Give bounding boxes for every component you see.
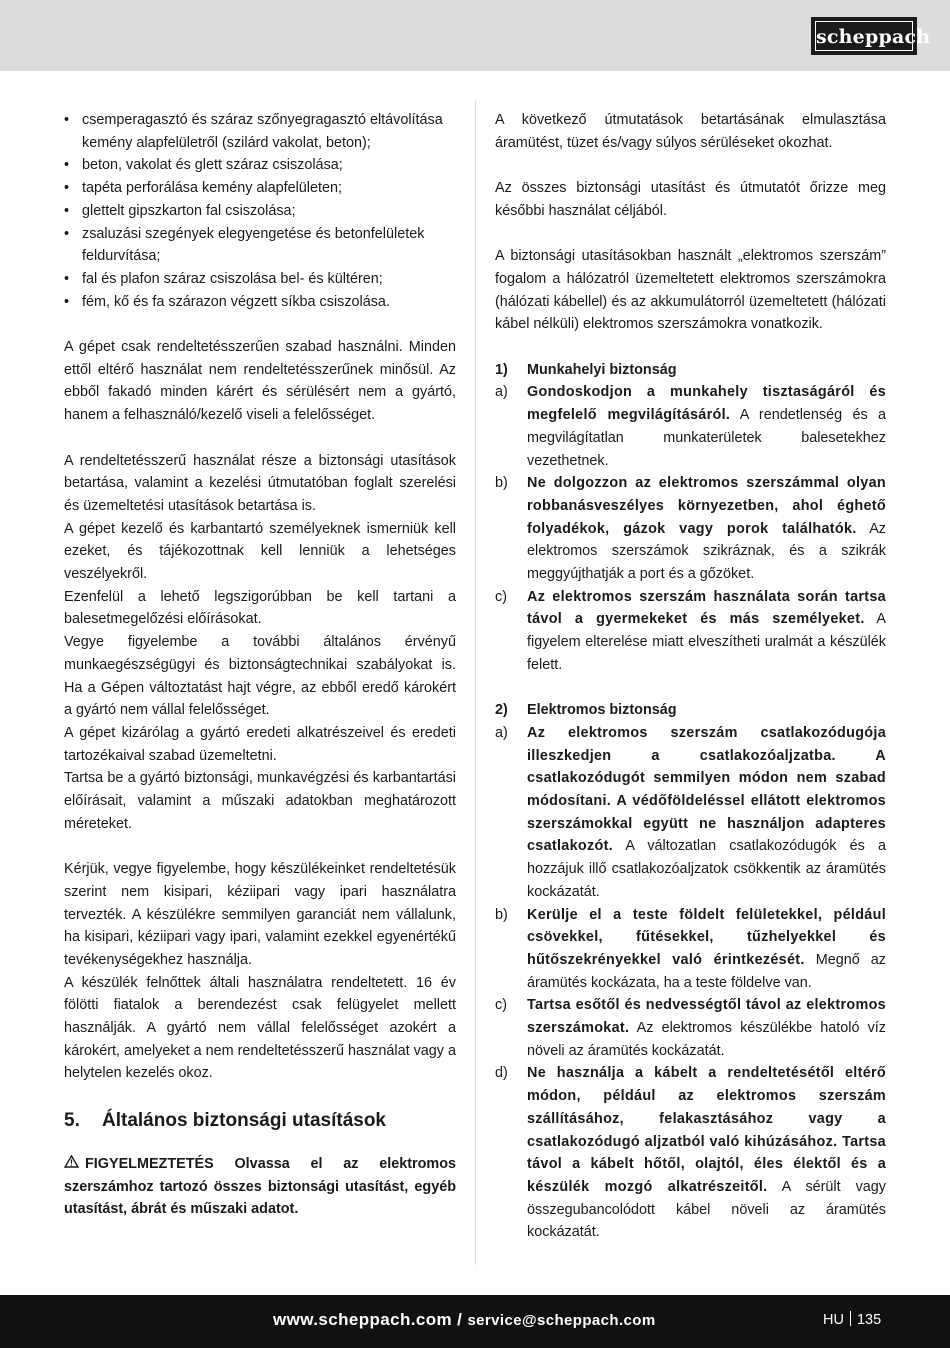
warning-triangle-icon: [64, 1153, 79, 1176]
subsection-number: 2): [495, 702, 508, 719]
page-separator: [850, 1311, 851, 1326]
warning-notice: [64, 1153, 456, 1221]
subsection-heading: [495, 699, 886, 722]
subsection-number: 1): [495, 361, 508, 378]
safety-item: [495, 994, 886, 1062]
subsection-title: Elektromos biztonság: [527, 702, 677, 719]
paragraph: A következő útmutatások betartásának elmulasztása áramütést, tüzet és/vagy súlyos sérüléseket okozhat.: [495, 112, 886, 151]
item-label: c): [495, 997, 507, 1014]
item-text: A változatlan csatlakozódugók és a hozzájuk illő csatlakozóaljzatok csökkentik az áramütés kockázatát.: [527, 838, 886, 900]
item-label: b): [495, 475, 508, 492]
footer-contact: [273, 1310, 656, 1330]
paragraph: A rendeltetésszerű használat része a biztonsági utasítások betartása, valamint a kezelési útmutatóban foglalt szerelési és üzemeltetési utasítások betartása is.: [64, 452, 456, 514]
paragraph: Kérjük, vegye figyelembe, hogy készülékeinket rendeltetésük szerint nem kisipari, kéziipari vagy ipari használatra tervezték. A készülékre semmilyen garanciát nem vállalunk, ha kisipari, kéziipari vagy ipari, valamint ezekkel egyenértékű tevékenységekhez használja.: [64, 861, 456, 968]
item-bold-text: Gondoskodjon a munkahely tisztaságáról és megfelelő megvilágításáról.: [527, 384, 886, 424]
item-label: b): [495, 906, 508, 923]
item-text: Az elektromos szerszámok szikráznak, és a szikrák meggyújthatják a port és a gőzöket.: [527, 520, 886, 583]
safety-item: [495, 904, 886, 995]
item-bold-text: Az elektromos szerszám csatlakozódugója illeszkedjen a csatlakozóaljzatba. A csatlakozódugót semmilyen módon nem szabad módosítani. A védőföldeléssel ellátott elektromos szerszámokkal együtt ne használjon adapteres csatlakozót.: [527, 724, 886, 855]
right-column: [495, 109, 886, 1244]
column-divider: [475, 100, 476, 1265]
subsection-heading: [495, 359, 886, 382]
intended-use-list: [64, 109, 456, 313]
item-text: Megnő az áramütés kockázata, ha a teste földelve van.: [527, 951, 887, 991]
safety-item: [495, 381, 886, 472]
item-label: d): [495, 1065, 508, 1082]
item-text: A figyelem elterelése miatt elveszítheti uralmát a készülék felett.: [527, 611, 886, 673]
list-item: • csemperagasztó és száraz szőnyegragasztó eltávolítása kemény alapfelületről (szilárd vakolat, beton);: [64, 109, 456, 154]
list-item: • fém, kő és fa szárazon végzett síkba csiszolása.: [64, 291, 456, 314]
subsection-title: Munkahelyi biztonság: [527, 361, 677, 378]
item-text: A sérült vagy összegubancolódott kábel növeli az áramütés kockázatát.: [527, 1178, 886, 1241]
paragraph: A készülék felnőttek általi használatra rendeltetett. 16 év fölötti fiatalok a berendezést csak felügyelet mellett használják. A gyártó nem vállal felelősséget azokért a károkért, amelyeket a nem rendeltetésszerű használat vagy a helytelen kezelés okoz.: [64, 974, 456, 1082]
safety-item: [495, 722, 886, 904]
paragraph: Tartsa be a gyártó biztonsági, munkavégzési és karbantartási előírásait, valamint a műszaki adatokban meghatározott méreteket.: [64, 770, 456, 832]
safety-item: [495, 586, 886, 677]
safety-item: [495, 1062, 886, 1244]
list-item: • tapéta perforálása kemény alapfelületen;: [64, 177, 456, 200]
warning-text: FIGYELMEZTETÉS Olvassa el az elektromos szerszámhoz tartozó összes biztonsági utasítást, egyéb utasítást, ábrát és műszaki adatot.: [64, 1155, 456, 1218]
page-header: [0, 0, 950, 71]
list-item: • fal és plafon száraz csiszolása bel- és kültéren;: [64, 268, 456, 291]
item-label: a): [495, 724, 508, 741]
item-text: Az elektromos készülékbe hatoló víz növeli az áramütés kockázatát.: [527, 1020, 886, 1059]
spacer: [495, 677, 886, 700]
page-footer: [0, 1295, 950, 1348]
page-number: 135: [856, 1312, 882, 1328]
list-item: • zsaluzási szegények elegyengetése és betonfelületek feldurvítása;: [64, 223, 456, 268]
item-bold-text: Ne használja a kábelt a rendeltetésétől eltérő módon, például az elektromos szerszám szállításához, felakasztásához vagy a csatlakozódugó aljzatból való kihúzásához. Tartsa távol a kábelt hőtől, olajtól, éles élektől és a készülék mozgó alkatrészeitől.: [527, 1065, 886, 1195]
section-heading: [64, 1108, 456, 1134]
list-item: • glettelt gipszkarton fal csiszolása;: [64, 200, 456, 223]
paragraph: Ezenfelül a lehető legszigorúbban be kell tartani a balesetmegelőzési előírásokat.: [64, 588, 456, 628]
list-item: • beton, vakolat és glett száraz csiszolása;: [64, 154, 456, 177]
item-text: A rendetlenség és a megvilágítatlan munkaterületek balesetekhez vezethetnek.: [527, 407, 886, 469]
paragraph: A gépet csak rendeltetésszerűen szabad használni. Minden ettől eltérő használat nem rendeltetésszerűnek minősül. Az ebből fakadó minden kárért és sérülésért nem a gyártó, hanem a felhasználó/kezelő viseli a felelősséget.: [64, 339, 456, 424]
website-link[interactable]: www.scheppach.com: [273, 1310, 453, 1329]
scheppach-logo: [811, 17, 931, 55]
paragraph: A gépet kizárólag a gyártó eredeti alkatrészeivel és eredeti tartozékaival szabad üzemeltetni.: [64, 724, 456, 764]
item-bold-text: Kerülje el a teste földelt felületekkel, például csövekkel, fűtésekkel, tűzhelyekkel és hűtőszekrényekkel való érintkezését.: [527, 906, 886, 968]
item-bold-text: Az elektromos szerszám használata során tartsa távol a gyermekeket és más személyeket.: [527, 588, 886, 628]
safety-item: [495, 472, 886, 586]
logo-text: scheppach: [815, 21, 913, 51]
item-label: c): [495, 588, 507, 605]
paragraph: A gépet kezelő és karbantartó személyeknek ismerniük kell ezeket, és tájékozottnak kell lenniük a lehetséges veszélyekről.: [64, 520, 456, 583]
section-number: 5.: [64, 1109, 80, 1131]
item-label: a): [495, 384, 508, 401]
left-column: [64, 109, 456, 1221]
language-code: HU: [823, 1312, 844, 1328]
paragraph: A biztonsági utasításokban használt „elektromos szerszám” fogalom a hálózatról üzemeltetett elektromos szerszámokra (hálózati kábellel) és az akkumulátorról üzemeltetett (hálózati kábel nélküli) elektromos szerszámokra vonatkozik.: [495, 248, 886, 333]
page-indicator: [823, 1311, 881, 1328]
footer-separator: /: [452, 1310, 468, 1329]
email-link[interactable]: service@scheppach.com: [467, 1312, 656, 1329]
paragraph: Vegye figyelembe a további általános érvényű munkaegészségügyi és biztonságtechnikai szabályokat is. Ha a Gépen változtatást hajt végre, az ebből eredő károkért a gyártó nem vállal felelősséget.: [64, 634, 456, 719]
section-title: Általános biztonsági utasítások: [102, 1109, 386, 1131]
item-bold-text: Tartsa esőtől és nedvességtől távol az elektromos szerszámokat.: [527, 997, 886, 1037]
paragraph: Az összes biztonsági utasítást és útmutatót őrizze meg későbbi használat céljából.: [495, 180, 886, 219]
item-bold-text: Ne dolgozzon az elektromos szerszámmal olyan robbanásveszélyes környezetben, ahol éghető folyadékok, gázok vagy porok találhatók.: [527, 475, 886, 537]
